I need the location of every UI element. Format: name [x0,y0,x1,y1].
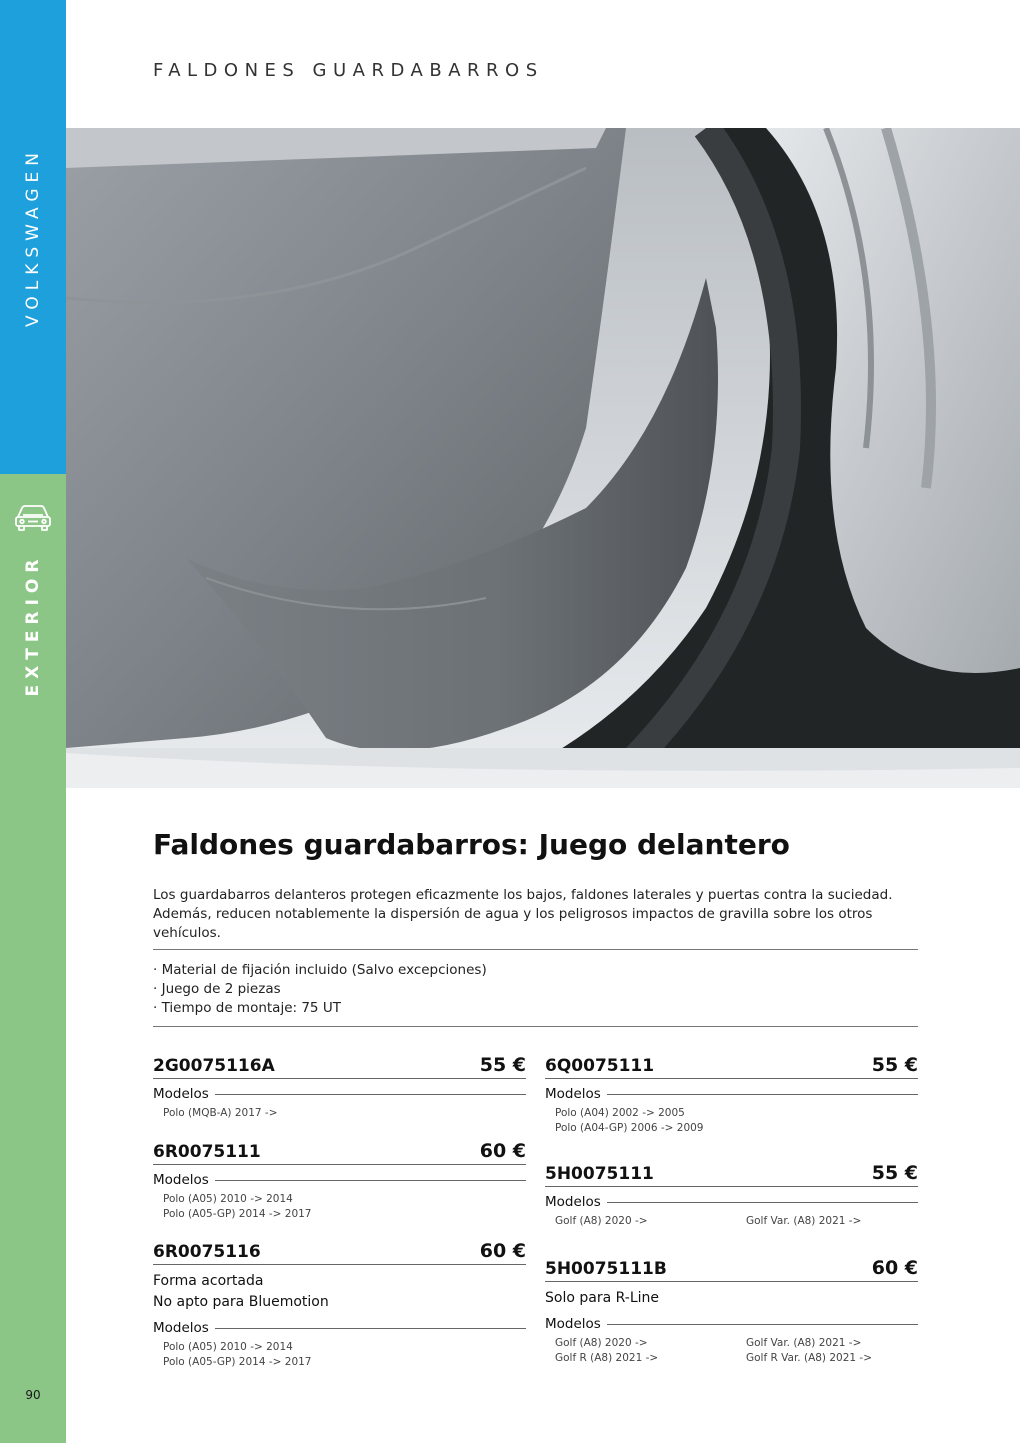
model-item: Polo (A04) 2002 -> 2005 [555,1107,685,1119]
product-price: 55 € [871,1054,918,1076]
model-item: Golf R Var. (A8) 2021 -> [746,1352,873,1364]
product-5H0075111B [545,1257,918,1366]
models-label: Modelos [545,1316,601,1332]
model-list [545,1106,918,1136]
product-description [153,886,933,943]
divider [153,1026,918,1027]
product-6R0075116 [153,1240,526,1370]
model-item: Golf Var. (A8) 2021 -> [746,1215,862,1227]
product-notes [545,1288,918,1309]
model-item: Golf (A8) 2020 -> [555,1337,648,1349]
description-line: Además, reducen notablemente la dispersión de agua y los peligrosos impactos de gravilla sobre los otros vehículos. [153,906,873,941]
product-reference: 6R0075111 [153,1142,261,1162]
section-title: FALDONES GUARDABARROS [153,60,544,81]
models-label: Modelos [153,1320,209,1336]
product-photo [66,128,1020,788]
product-price: 55 € [479,1054,526,1076]
model-item: Polo (A04-GP) 2006 -> 2009 [555,1122,704,1134]
product-headline: Faldones guardabarros: Juego delantero [153,828,790,861]
feature-item: · Material de fijación incluido (Salvo excepciones) [153,961,487,980]
product-reference: 6Q0075111 [545,1056,655,1076]
product-price: 60 € [479,1140,526,1162]
models-label: Modelos [153,1172,209,1188]
product-price: 60 € [479,1240,526,1262]
product-note: Solo para R-Line [545,1290,659,1306]
model-item: Polo (A05) 2010 -> 2014 [163,1341,293,1353]
product-price: 55 € [871,1162,918,1184]
description-line: Los guardabarros delanteros protegen eficazmente los bajos, faldones laterales y puertas contra la suciedad. [153,887,893,903]
product-2G0075116A [153,1054,526,1121]
model-list [545,1214,918,1229]
model-item: Golf R (A8) 2021 -> [555,1352,659,1364]
product-notes [153,1271,526,1313]
brand-label: VOLKSWAGEN [23,147,43,327]
feature-list [153,961,487,1018]
product-reference: 2G0075116A [153,1056,275,1076]
car-icon [14,502,52,532]
product-note: No apto para Bluemotion [153,1294,329,1310]
product-reference: 6R0075116 [153,1242,261,1262]
page-number: 90 [25,1388,41,1402]
models-label: Modelos [545,1194,601,1210]
product-reference: 5H0075111 [545,1164,654,1184]
models-label: Modelos [545,1086,601,1102]
model-item: Golf Var. (A8) 2021 -> [746,1337,862,1349]
product-6R0075111 [153,1140,526,1222]
model-item: Polo (MQB-A) 2017 -> [163,1107,278,1119]
model-list [153,1340,526,1370]
model-item: Golf (A8) 2020 -> [555,1215,648,1227]
model-item: Polo (A05-GP) 2014 -> 2017 [163,1356,312,1368]
model-list [545,1336,918,1366]
divider [153,949,918,950]
model-item: Polo (A05) 2010 -> 2014 [163,1193,293,1205]
model-item: Polo (A05-GP) 2014 -> 2017 [163,1208,312,1220]
product-5H0075111 [545,1162,918,1229]
feature-item: · Tiempo de montaje: 75 UT [153,999,487,1018]
feature-item: · Juego de 2 piezas [153,980,487,999]
product-price: 60 € [871,1257,918,1279]
model-list [153,1192,526,1222]
product-reference: 5H0075111B [545,1259,667,1279]
category-label: EXTERIOR [23,553,43,697]
models-label: Modelos [153,1086,209,1102]
product-note: Forma acortada [153,1273,264,1289]
product-6Q0075111 [545,1054,918,1136]
model-list [153,1106,526,1121]
